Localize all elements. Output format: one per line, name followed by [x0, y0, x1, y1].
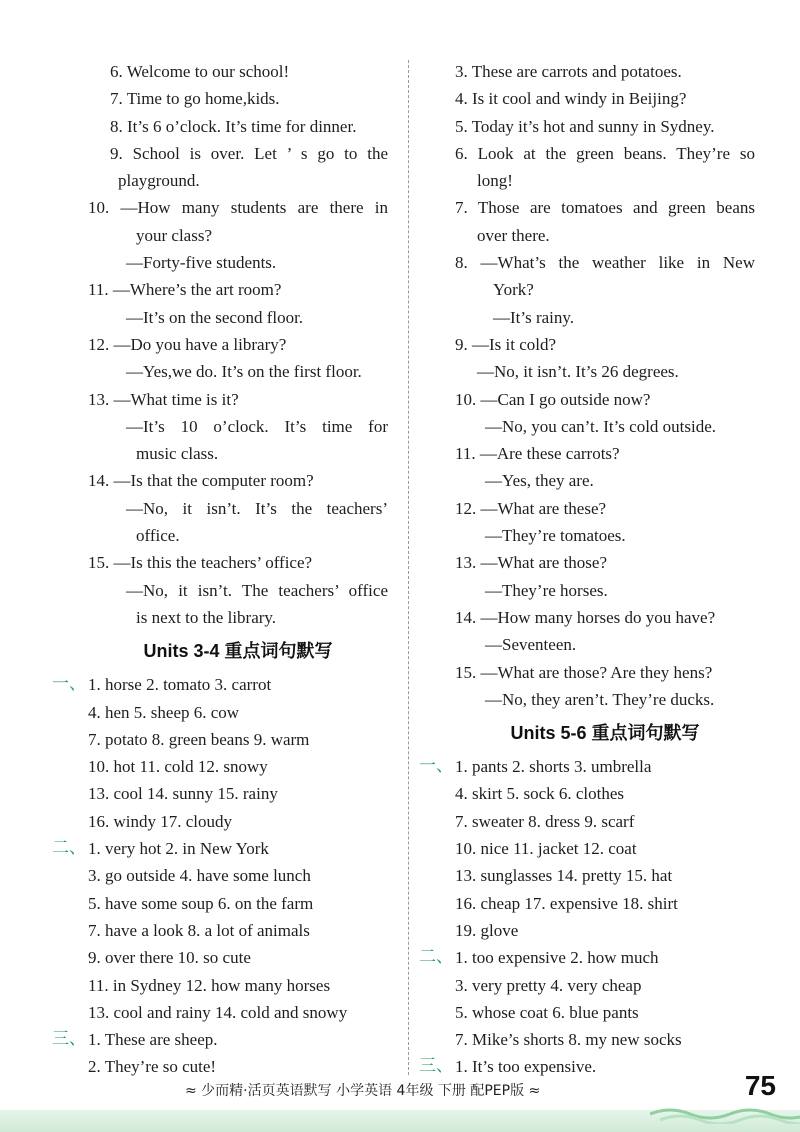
line-text: playground.: [118, 171, 200, 191]
line-text: 16. cheap 17. expensive 18. shirt: [455, 893, 678, 913]
text-line: [88, 726, 388, 753]
line-text: 5. whose coat 6. blue pants: [455, 1002, 639, 1022]
text-line: [88, 276, 388, 303]
line-text: 1. It’s too expensive.: [455, 1057, 597, 1077]
line-text: office.: [136, 526, 180, 546]
text-line: [455, 467, 755, 494]
text-line: [455, 686, 755, 713]
line-text: 7. sweater 8. dress 9. scarf: [455, 811, 635, 831]
text-line: [88, 753, 388, 780]
line-text: 11. in Sydney 12. how many horses: [88, 975, 331, 995]
left-sentences: [88, 58, 388, 631]
text-line: [455, 522, 755, 549]
text-line: [455, 999, 755, 1026]
text-line: [88, 699, 388, 726]
text-line: [455, 917, 755, 944]
text-line: [88, 413, 388, 440]
line-text: —It’s rainy.: [493, 307, 575, 327]
line-text: —Forty-five students.: [126, 253, 277, 273]
section-marker: 二、: [419, 947, 453, 968]
line-text: —It’s on the second floor.: [126, 307, 304, 327]
section-heading-units-5-6: Units 5-6 重点词句默写: [510, 723, 700, 744]
line-text: —No, you can’t. It’s cold outside.: [485, 416, 717, 436]
line-text: —Yes,we do. It’s on the first floor.: [126, 362, 362, 382]
wave-decoration-icon: [650, 1084, 800, 1124]
line-text: 15. —Is this the teachers’ office?: [88, 553, 313, 573]
line-text: 8. It’s 6 o’clock. It’s time for dinner.: [110, 116, 357, 136]
line-text: 7. potato 8. green beans 9. warm: [88, 729, 310, 749]
text-line: [88, 331, 388, 358]
text-line: [88, 194, 388, 221]
line-text: 1. very hot 2. in New York: [88, 839, 269, 859]
text-line: [88, 386, 388, 413]
text-line: [455, 440, 755, 467]
text-line: [455, 113, 755, 140]
line-text: —No, it isn’t. The teachers’ office: [126, 580, 388, 600]
text-line: [88, 808, 388, 835]
text-line: [419, 753, 755, 780]
line-text: 4. Is it cool and windy in Beijing?: [455, 89, 687, 109]
line-text: 16. windy 17. cloudy: [88, 811, 233, 831]
line-text: 12. —Do you have a library?: [88, 334, 287, 354]
text-line: [455, 972, 755, 999]
text-line: [455, 386, 755, 413]
text-line: [88, 522, 388, 549]
text-line: [455, 194, 755, 221]
text-line: [88, 140, 388, 167]
page-number: 75: [744, 1070, 776, 1101]
line-text: is next to the library.: [136, 607, 277, 627]
column-divider: [408, 60, 409, 1075]
text-line: [455, 358, 755, 385]
text-line: [52, 835, 388, 862]
line-text: 1. horse 2. tomato 3. carrot: [88, 675, 272, 695]
line-text: —No, it isn’t. It’s 26 degrees.: [477, 362, 679, 382]
text-line: [88, 358, 388, 385]
text-line: [88, 944, 388, 971]
text-line: [455, 631, 755, 658]
text-line: [88, 222, 388, 249]
text-line: [455, 862, 755, 889]
section-marker: 三、: [419, 1056, 453, 1077]
right-column: [419, 58, 755, 1081]
line-text: 5. have some soup 6. on the farm: [88, 893, 314, 913]
line-text: 14. —Is that the computer room?: [88, 471, 314, 491]
text-line: [88, 304, 388, 331]
line-text: 7. Time to go home,kids.: [110, 89, 280, 109]
line-text: 1. too expensive 2. how much: [455, 948, 659, 968]
text-line: [455, 85, 755, 112]
line-text: 10. —Can I go outside now?: [455, 389, 651, 409]
section-marker: 一、: [419, 756, 453, 777]
line-text: 1. pants 2. shorts 3. umbrella: [455, 757, 652, 777]
text-line: [52, 671, 388, 698]
text-line: [88, 58, 388, 85]
line-text: 11. —Where’s the art room?: [88, 280, 282, 300]
text-line: [455, 835, 755, 862]
section-marker: 二、: [52, 838, 86, 859]
line-text: 7. have a look 8. a lot of animals: [88, 920, 310, 940]
text-line: [455, 659, 755, 686]
line-text: 3. very pretty 4. very cheap: [455, 975, 642, 995]
text-line: [455, 58, 755, 85]
text-line: [88, 249, 388, 276]
section-marker: 三、: [52, 1029, 86, 1050]
text-line: [88, 495, 388, 522]
line-text: 15. —What are those? Are they hens?: [455, 662, 713, 682]
text-line: [455, 222, 755, 249]
text-line: [88, 972, 388, 999]
text-line: [455, 1026, 755, 1053]
text-line: [419, 944, 755, 971]
line-text: 8. —What’s the weather like in New: [455, 253, 755, 273]
line-text: 11. —Are these carrots?: [455, 444, 620, 464]
line-text: —They’re tomatoes.: [485, 526, 626, 546]
right-sentences: [455, 58, 755, 713]
line-text: 14. —How many horses do you have?: [455, 607, 716, 627]
line-text: 9. School is over. Let ’ s go to the: [110, 143, 388, 163]
left-column: [52, 58, 388, 1081]
text-line: [88, 467, 388, 494]
line-text: 4. skirt 5. sock 6. clothes: [455, 784, 625, 804]
text-line: [455, 495, 755, 522]
line-text: your class?: [136, 225, 213, 245]
text-line: [455, 167, 755, 194]
line-text: 13. cool 14. sunny 15. rainy: [88, 784, 278, 804]
left-answers: [52, 671, 388, 1080]
text-line: [88, 890, 388, 917]
line-text: music class.: [136, 444, 219, 464]
text-line: [52, 1026, 388, 1053]
footer-text: ≈ 少而精·活页英语默写 小学英语 4年级 下册 配PEP版 ≈: [185, 1083, 541, 1099]
page-footer: [0, 1072, 800, 1132]
line-text: 5. Today it’s hot and sunny in Sydney.: [455, 116, 715, 136]
line-text: 9. over there 10. so cute: [88, 948, 251, 968]
text-line: [88, 440, 388, 467]
line-text: 10. nice 11. jacket 12. coat: [455, 839, 637, 859]
text-line: [88, 113, 388, 140]
line-text: long!: [477, 171, 513, 191]
text-line: [88, 85, 388, 112]
line-text: York?: [493, 280, 534, 300]
text-line: [455, 604, 755, 631]
line-text: —They’re horses.: [485, 580, 608, 600]
line-text: 12. —What are these?: [455, 498, 607, 518]
section-heading-units-3-4: Units 3-4 重点词句默写: [143, 641, 333, 662]
line-text: 6. Look at the green beans. They’re so: [455, 143, 755, 163]
text-line: [455, 276, 755, 303]
text-line: [455, 549, 755, 576]
line-text: —Yes, they are.: [485, 471, 594, 491]
text-line: [88, 917, 388, 944]
text-line: [88, 167, 388, 194]
line-text: —Seventeen.: [485, 635, 577, 655]
line-text: 1. These are sheep.: [88, 1030, 218, 1050]
text-line: [88, 780, 388, 807]
line-text: 13. —What are those?: [455, 553, 607, 573]
line-text: 9. —Is it cold?: [455, 334, 557, 354]
text-line: [455, 780, 755, 807]
line-text: 7. Those are tomatoes and green beans: [455, 198, 755, 218]
text-line: [88, 577, 388, 604]
line-text: 3. go outside 4. have some lunch: [88, 866, 311, 886]
line-text: 4. hen 5. sheep 6. cow: [88, 702, 240, 722]
text-line: [88, 549, 388, 576]
text-line: [455, 577, 755, 604]
text-line: [88, 604, 388, 631]
text-line: [455, 808, 755, 835]
right-answers: [419, 753, 755, 1081]
text-line: [88, 862, 388, 889]
line-text: —It’s 10 o’clock. It’s time for: [126, 416, 388, 436]
line-text: 7. Mike’s shorts 8. my new socks: [455, 1030, 682, 1050]
line-text: over there.: [477, 225, 550, 245]
text-line: [455, 140, 755, 167]
text-line: [455, 890, 755, 917]
line-text: 13. —What time is it?: [88, 389, 239, 409]
line-text: 10. —How many students are there in: [88, 198, 388, 218]
text-line: [455, 331, 755, 358]
section-marker: 一、: [52, 674, 86, 695]
text-line: [455, 249, 755, 276]
line-text: —No, they aren’t. They’re ducks.: [485, 689, 715, 709]
text-line: [455, 413, 755, 440]
text-line: [88, 999, 388, 1026]
line-text: 13. sunglasses 14. pretty 15. hat: [455, 866, 673, 886]
line-text: 6. Welcome to our school!: [110, 62, 290, 81]
line-text: —No, it isn’t. It’s the teachers’: [126, 498, 388, 518]
line-text: 2. They’re so cute!: [88, 1057, 217, 1077]
text-line: [455, 304, 755, 331]
line-text: 10. hot 11. cold 12. snowy: [88, 757, 268, 777]
line-text: 13. cool and rainy 14. cold and snowy: [88, 1002, 348, 1022]
line-text: 19. glove: [455, 920, 519, 940]
line-text: 3. These are carrots and potatoes.: [455, 62, 682, 81]
